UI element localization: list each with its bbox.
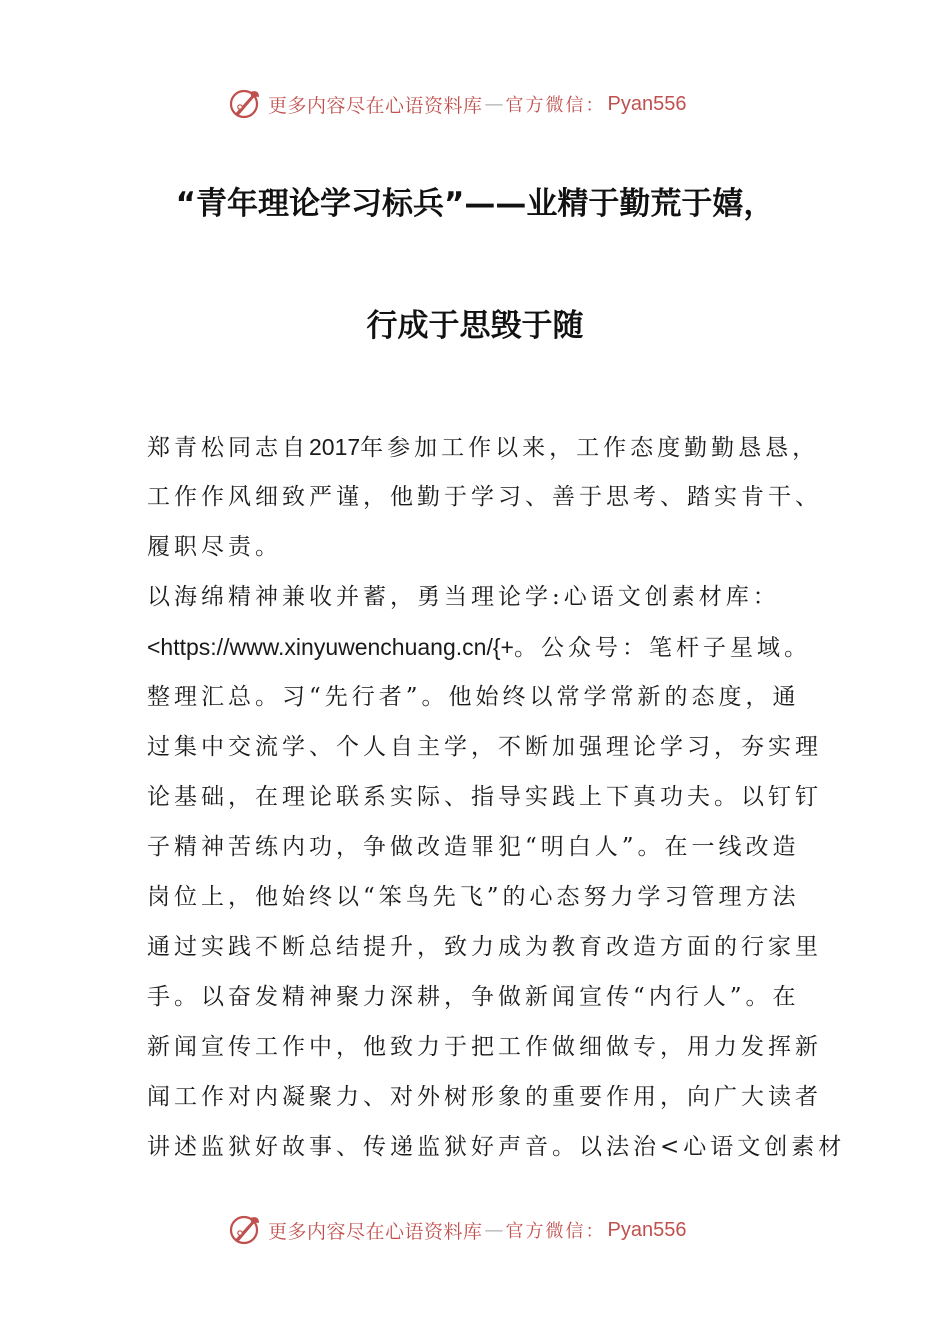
banner-wechat-label: 官方微信： (505, 1221, 606, 1242)
body-line: 讲述监狱好故事、传递监狱好声音。以法治<心语文创素材 (147, 1134, 846, 1160)
body-line: 以海绵精神兼收并蓄，勇当理论学:心语文创素材库： (147, 584, 780, 610)
document-title-line-1: “青年理论学习标兵”——业精于勤荒于嬉， (175, 186, 775, 222)
banner-separator: — (484, 93, 504, 115)
body-line: 子精神苦练内功，争做改造罪犯“明白人”。在一线改造 (147, 834, 800, 860)
banner-slogan: 更多内容尽在心语资料库 (268, 1220, 483, 1243)
header-banner (228, 84, 686, 124)
banner-wechat-label: 官方微信： (505, 95, 606, 116)
body-text: 郑青松同志自 (147, 435, 309, 461)
body-line: 岗位上，他始终以“笨鸟先飞”的心态努力学习管理方法 (147, 884, 800, 910)
document-title-line-2: 行成于思毁于随 (366, 308, 584, 344)
body-line: 整理汇总。习“先行者”。他始终以常学常新的态度，通 (147, 684, 800, 710)
footer-banner (228, 1210, 686, 1250)
body-line: 闻工作对内凝聚力、对外树形象的重要作用，向广大读者 (147, 1084, 822, 1110)
banner-wechat-id: Pyan556 (607, 1218, 687, 1241)
banner-wechat-id: Pyan556 (607, 92, 687, 115)
document-body (147, 427, 846, 1177)
body-line: 过集中交流学、个人自主学，不断加强理论学习，夯实理 (147, 734, 822, 760)
body-line: 论基础，在理论联系实际、指导实践上下真功夫。以钉钉 (147, 784, 822, 810)
body-line: 履职尽责。 (147, 534, 282, 560)
body-url: <https://www.xinyuwenchuang.cn/{+ (147, 634, 514, 660)
body-line (147, 627, 837, 677)
body-line: 新闻宣传工作中，他致力于把工作做细做专，用力发挥新 (147, 1034, 822, 1060)
body-text: 年参加工作以来，工作态度勤勤恳恳， (360, 435, 820, 461)
banner-separator: — (484, 1219, 504, 1241)
quill-logo-icon (228, 87, 262, 121)
body-line: 工作作风细致严谨，他勤于学习、善于思考、踏实肯干、 (147, 484, 822, 510)
body-year: 2017 (309, 434, 361, 460)
banner-slogan: 更多内容尽在心语资料库 (268, 94, 483, 117)
body-line: 通过实践不断总结提升，致力成为教育改造方面的行家里 (147, 934, 822, 960)
body-text: 。公众号：笔杆子星域。 (513, 635, 811, 661)
quill-logo-icon (228, 1213, 262, 1247)
body-line (147, 427, 837, 477)
body-line: 手。以奋发精神聚力深耕，争做新闻宣传“内行人”。在 (147, 984, 800, 1010)
